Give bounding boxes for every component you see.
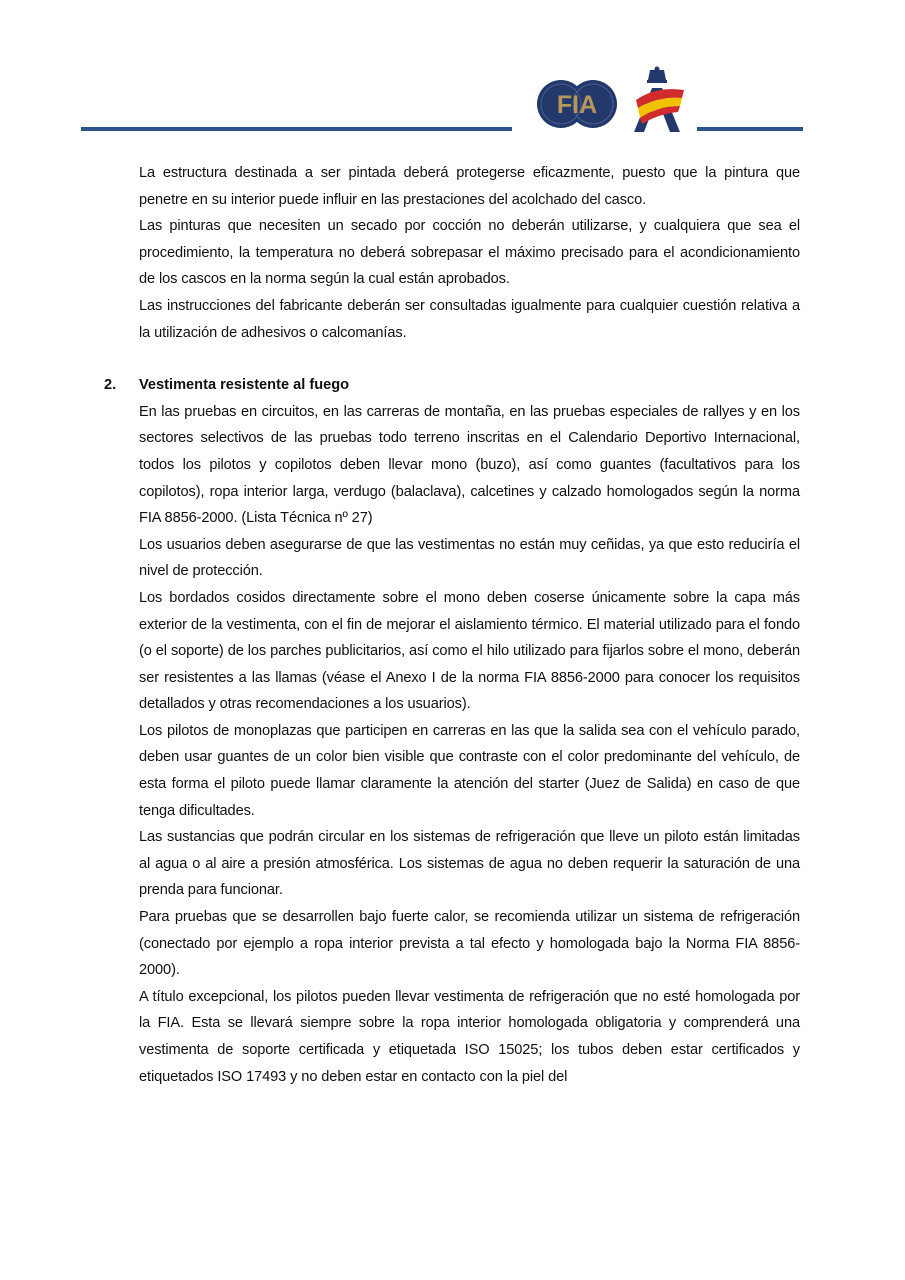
fia-logo: [537, 76, 617, 132]
header-rule-right: [697, 127, 803, 131]
section-paragraph: Las sustancias que podrán circular en los sistemas de refrigeración que lleve un piloto están limitadas al agua o al aire a presión atmosférica. Los sistemas de agua no deben requerir la saturación de una prenda para funcionar.: [139, 829, 800, 899]
section-paragraph: Los pilotos de monoplazas que participen en carreras en las que la salida sea con el vehículo parado, deben usar guantes de un color bien visible que contraste con el color predominante del vehículo, de esta forma el piloto puede llamar claramente la atención del starter (Juez de Salida) en caso de que tenga dificultades.: [139, 722, 800, 819]
section-paragraph: En las pruebas en circuitos, en las carreras de montaña, en las pruebas especiales de rallyes y en los sectores selectivos de las pruebas todo terreno inscritas en el Calendario Deportivo Internacional, todos los pilotos y copilotos deben llevar mono (buzo), así como guantes (facultativos para los copilotos), ropa interior larga, verdugo (balaclava), calcetines y calzado homologados según la norma FIA 8856-2000. (Lista Técnica nº 27): [139, 403, 800, 527]
intro-paragraph: La estructura destinada a ser pintada deberá protegerse eficazmente, puesto que la pintura que penetre en su interior puede influir en las prestaciones del acolchado del casco.: [139, 165, 800, 208]
rfeda-logo: [626, 66, 688, 134]
header-rule-left: [81, 127, 512, 131]
intro-paragraph: Las instrucciones del fabricante deberán ser consultadas igualmente para cualquier cuestión relativa a la utilización de adhesivos o calcomanías.: [139, 297, 800, 341]
intro-paragraph: Las pinturas que necesiten un secado por cocción no deberán utilizarse, y cualquiera que sea el procedimiento, la temperatura no deberá sobrepasar el máximo precisado para el acondicionamiento de los cascos en la norma según la cual están aprobados.: [139, 218, 800, 288]
svg-text:FIA: FIA: [556, 91, 598, 119]
section-paragraph: Los bordados cosidos directamente sobre el mono deben coserse únicamente sobre la capa más exterior de la vestimenta, con el fin de mejorar el aislamiento térmico. El material utilizado para el fondo (o el soporte) de los parches publicitarios, así como el hilo utilizado para fijarlos sobre el mono, deberán ser resistentes a las llamas (véase el Anexo I de la norma FIA 8856-2000 para conocer los requisitos detallados y otras recomendaciones a los usuarios).: [139, 589, 800, 713]
section-number: 2.: [104, 377, 117, 394]
section-paragraph: Para pruebas que se desarrollen bajo fuerte calor, se recomienda utilizar un sistema de refrigeración (conectado por ejemplo a ropa interior prevista a tal efecto y homologada bajo la Norma FIA 8856-2000).: [139, 909, 800, 979]
section-2: [104, 372, 800, 1090]
section-title: Vestimenta resistente al fuego: [139, 377, 350, 394]
document-body: [104, 160, 800, 1090]
section-paragraph: Los usuarios deben asegurarse de que las vestimentas no están muy ceñidas, ya que esto reduciría el nivel de protección.: [139, 536, 800, 580]
section-paragraph: A título excepcional, los pilotos pueden llevar vestimenta de refrigeración que no esté homologada por la FIA. Esta se llevará siempre sobre la ropa interior homologada obligatoria y comprenderá una vestimenta de soporte certificada y etiquetada ISO 15025; los tubos deben estar certificados y etiquetados ISO 17493 y no deben estar en contacto con la piel del: [139, 988, 800, 1085]
